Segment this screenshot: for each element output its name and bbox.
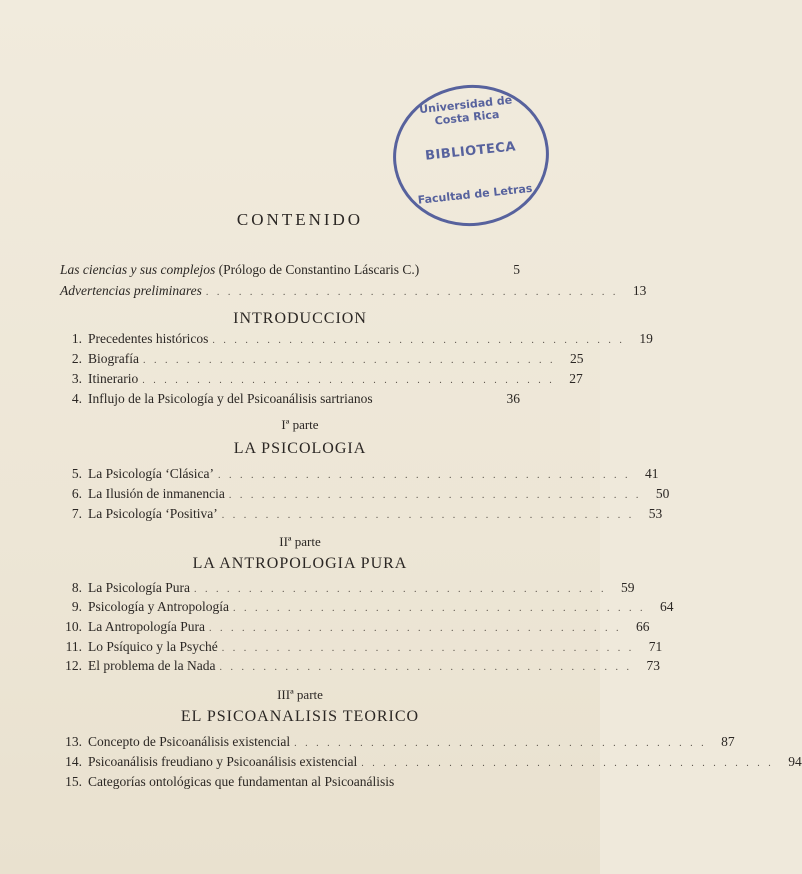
entry-title-italic: Las ciencias y sus complejos [60, 262, 216, 277]
section-heading-introduccion: INTRODUCCION [233, 310, 367, 327]
leader-dots: . . . . . . . . . . . . . . . . . . . . . . . . . . . . . . . . . . . . . . [217, 470, 631, 481]
leader-dots: . . . . . . . . . . . . . . . . . . . . . . . . . . . . . . . . . . . . . . [212, 335, 625, 346]
leader-dots: . . . . . . . . . . . . . . . . . . . . . . . . . . . . . . . . . . . . . . [208, 623, 622, 634]
part-label-3: IIIª parte [277, 687, 323, 702]
entry-page: 5 [513, 262, 520, 277]
toc-entry: 13. Concepto de Psicoanálisis existencial . . . . . . . . . . . . . . . . . . . . . . . . . . . . . . . . . . . . . . 87 [65, 734, 735, 749]
toc-entry: 3. Itinerario . . . . . . . . . . . . . . . . . . . . . . . . . . . . . . . . . . . . . . 27 [71, 371, 583, 386]
section-heading-psicologia: LA PSICOLOGIA [233, 440, 367, 457]
toc-entry-advertencias [60, 283, 647, 303]
leader-dots: . . . . . . . . . . . . . . . . . . . . . . . . . . . . . . . . . . . . . . [142, 355, 556, 366]
toc-entry: 15. Categorías ontológicas que fundamentan al Psicoanálisis [65, 774, 395, 789]
leader-dots: . . . . . . . . . . . . . . . . . . . . . . . . . . . . . . . . . . . . . . [205, 287, 619, 298]
toc-entry: 10. La Antropología Pura . . . . . . . . . . . . . . . . . . . . . . . . . . . . . . . . . . . . . . 66 [65, 619, 650, 634]
toc-entry: 11. Lo Psíquico y la Psyché . . . . . . . . . . . . . . . . . . . . . . . . . . . . . . . . . . . . . . 71 [65, 639, 663, 654]
stamp-bottom-text: Facultad de Letras [417, 181, 533, 207]
toc-entry: 8. La Psicología Pura . . . . . . . . . . . . . . . . . . . . . . . . . . . . . . . . . . . . . . 59 [71, 580, 635, 595]
toc-entry: 6. La Ilusión de inmanencia . . . . . . . . . . . . . . . . . . . . . . . . . . . . . . . . . . . . . . 50 [71, 486, 670, 501]
entry-title-rest: (Prólogo de Constantino Láscaris C.) [215, 262, 420, 277]
stamp-center-text: BIBLIOTECA [424, 139, 517, 164]
leader-dots: . . . . . . . . . . . . . . . . . . . . . . . . . . . . . . . . . . . . . . [294, 738, 707, 749]
toc-entry: 14. Psicoanálisis freudiano y Psicoanálisis existencial . . . . . . . . . . . . . . . . . . . . . . . . . . . . . . . . . . . . . . 94 [65, 754, 802, 769]
leader-dots: . . . . . . . . . . . . . . . . . . . . . . . . . . . . . . . . . . . . . . [228, 490, 642, 501]
part-label-1: Iª parte [281, 417, 319, 432]
toc-entry: 1. Precedentes históricos . . . . . . . . . . . . . . . . . . . . . . . . . . . . . . . . . . . . . . 19 [71, 331, 653, 346]
leader-dots: . . . . . . . . . . . . . . . . . . . . . . . . . . . . . . . . . . . . . . [361, 758, 774, 769]
page-title: CONTENIDO [236, 210, 364, 229]
stamp-top-text: Universidad de Costa Rica [418, 93, 513, 128]
leader-dots: . . . . . . . . . . . . . . . . . . . . . . . . . . . . . . . . . . . . . . [219, 662, 632, 673]
toc-entry: 2. Biografía . . . . . . . . . . . . . . . . . . . . . . . . . . . . . . . . . . . . . . 25 [71, 351, 584, 366]
entry-page: 13 [632, 283, 647, 298]
toc-entry: 12. El problema de la Nada . . . . . . . . . . . . . . . . . . . . . . . . . . . . . . . . . . . . . . 73 [65, 658, 660, 673]
section-heading-psicoanalisis: EL PSICOANALISIS TEORICO [180, 708, 420, 725]
leader-dots: . . . . . . . . . . . . . . . . . . . . . . . . . . . . . . . . . . . . . . [142, 375, 555, 386]
toc-entry: 7. La Psicología ‘Positiva’ . . . . . . . . . . . . . . . . . . . . . . . . . . . . . . . . . . . . . . 53 [71, 506, 663, 521]
toc-entry: 4. Influjo de la Psicología y del Psicoanálisis sartrianos 36 [71, 391, 520, 406]
toc-entry: 5. La Psicología ‘Clásica’ . . . . . . . . . . . . . . . . . . . . . . . . . . . . . . . . . . . . . . 41 [71, 466, 659, 481]
leader-dots: . . . . . . . . . . . . . . . . . . . . . . . . . . . . . . . . . . . . . . [221, 510, 635, 521]
leader-dots: . . . . . . . . . . . . . . . . . . . . . . . . . . . . . . . . . . . . . . [221, 643, 635, 654]
leader-dots: . . . . . . . . . . . . . . . . . . . . . . . . . . . . . . . . . . . . . . [233, 603, 646, 614]
toc-entry: 9. Psicología y Antropología . . . . . . . . . . . . . . . . . . . . . . . . . . . . . . . . . . . . . . 64 [71, 599, 674, 614]
section-heading-antropologia: LA ANTROPOLOGIA PURA [192, 555, 408, 572]
leader-dots: . . . . . . . . . . . . . . . . . . . . . . . . . . . . . . . . . . . . . . [193, 584, 607, 595]
entry-title-italic: Advertencias preliminares [60, 283, 202, 298]
part-label-2: IIª parte [279, 534, 321, 549]
toc-entry-prologo [60, 262, 520, 282]
